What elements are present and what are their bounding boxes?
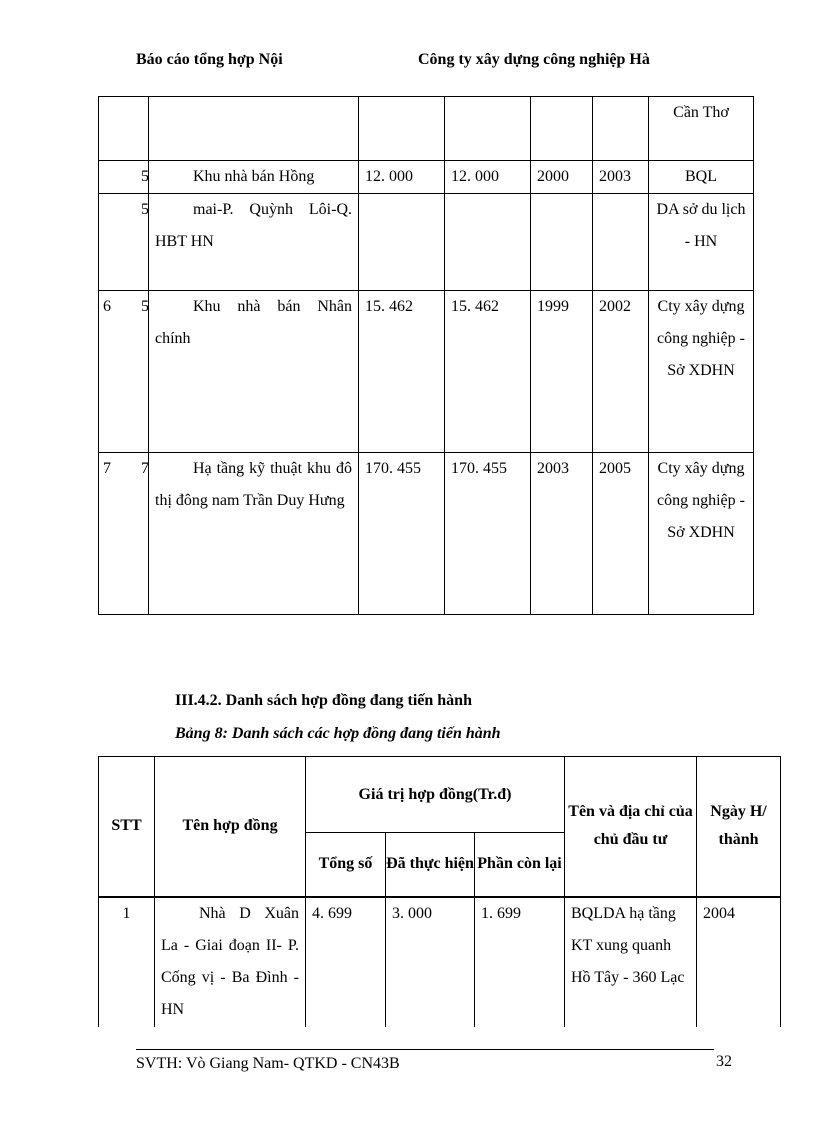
row-stt-cell	[99, 161, 149, 194]
owner: Cần Thơ	[649, 97, 754, 161]
header-contract-value: Giá trị hợp đồng(Tr.đ)	[306, 757, 565, 833]
end-year	[593, 97, 649, 161]
total-value	[359, 97, 445, 161]
project-name-cell	[149, 291, 359, 453]
row-stt-cell	[99, 97, 149, 161]
header-contract-name: Tên hợp đồng	[155, 757, 306, 897]
header-stt: STT	[99, 757, 155, 897]
report-title: Báo cáo tổng hợp Nội	[136, 51, 283, 68]
header-remaining: Phần còn lại	[475, 833, 565, 897]
start-year: 1999	[531, 291, 593, 453]
owner: BQL	[649, 161, 754, 194]
project-name-cell	[149, 453, 359, 615]
company-name: Công ty xây dựng công nghiệp Hà	[418, 51, 650, 68]
end-year	[593, 194, 649, 291]
page-number: 32	[716, 1053, 732, 1070]
total-value	[359, 194, 445, 291]
end-year: 2003	[593, 161, 649, 194]
done-value	[445, 97, 531, 161]
project-name: mai-P. Quỳnh Lôi-Q. HBT HN	[155, 201, 352, 250]
table-row	[99, 97, 754, 161]
owner: Cty xây dựng công nghiệp - Sở XDHN	[649, 453, 754, 615]
done-value: 12. 000	[445, 161, 531, 194]
header-owner: Tên và địa chỉ của chủ đầu tư	[565, 757, 697, 897]
contract-remaining: 1. 699	[475, 897, 565, 1027]
table-row	[99, 291, 754, 453]
row-stt-cell	[99, 453, 149, 615]
start-year: 2000	[531, 161, 593, 194]
start-year: 2003	[531, 453, 593, 615]
contract-total: 4. 699	[306, 897, 386, 1027]
contracts-table	[98, 756, 781, 1027]
contract-date: 2004	[697, 897, 781, 1027]
total-value: 12. 000	[359, 161, 445, 194]
section-title: III.4.2. Danh sách hợp đồng đang tiến hành	[175, 692, 472, 709]
row-stt: 7	[103, 460, 111, 477]
start-year	[531, 97, 593, 161]
table-row	[99, 897, 781, 1027]
start-year	[531, 194, 593, 291]
project-name: Khu nhà bán Hồng	[193, 168, 315, 185]
project-name-cell	[149, 194, 359, 291]
end-year: 2002	[593, 291, 649, 453]
row-mark: 7	[141, 460, 149, 477]
project-name: Hạ tầng kỹ thuật khu đô thị đông nam Trần Duy Hưng	[155, 460, 352, 509]
owner: DA sở du lịch - HN	[649, 194, 754, 291]
row-mark: 5	[141, 201, 149, 218]
table-row	[99, 194, 754, 291]
contract-name-cell	[155, 897, 306, 1027]
owner: Cty xây dựng công nghiệp - Sở XDHN	[649, 291, 754, 453]
row-mark: 5	[141, 298, 149, 315]
row-stt-cell	[99, 194, 149, 291]
contract-stt: 1	[99, 897, 155, 1027]
done-value: 15. 462	[445, 291, 531, 453]
row-stt-cell	[99, 291, 149, 453]
row-stt: 6	[103, 298, 111, 315]
project-name-cell	[149, 97, 359, 161]
project-table-continued	[98, 96, 754, 615]
contract-name: Nhà D Xuân La - Giai đoạn II- P. Cống vị - Ba Đình - HN	[161, 904, 299, 1018]
contract-owner: BQLDA hạ tầng KT xung quanh Hồ Tây - 360 Lạc	[565, 897, 697, 1027]
total-value: 170. 455	[359, 453, 445, 615]
project-name: Khu nhà bán Nhân chính	[155, 298, 352, 347]
header-total: Tổng số	[306, 833, 386, 897]
end-year: 2005	[593, 453, 649, 615]
table-caption: Bảng 8: Danh sách các hợp đồng đang tiến hành	[175, 725, 501, 742]
row-mark: 5	[141, 168, 149, 185]
contract-done: 3. 000	[386, 897, 475, 1027]
header-completion-date: Ngày H/ thành	[697, 757, 781, 897]
done-value	[445, 194, 531, 291]
project-name-cell	[149, 161, 359, 194]
footer-author: SVTH: Vò Giang Nam- QTKD - CN43B	[136, 1055, 400, 1072]
done-value: 170. 455	[445, 453, 531, 615]
total-value: 15. 462	[359, 291, 445, 453]
footer-divider	[136, 1049, 714, 1050]
table-row	[99, 453, 754, 615]
header-done: Đã thực hiện	[386, 833, 475, 897]
table-row	[99, 161, 754, 194]
